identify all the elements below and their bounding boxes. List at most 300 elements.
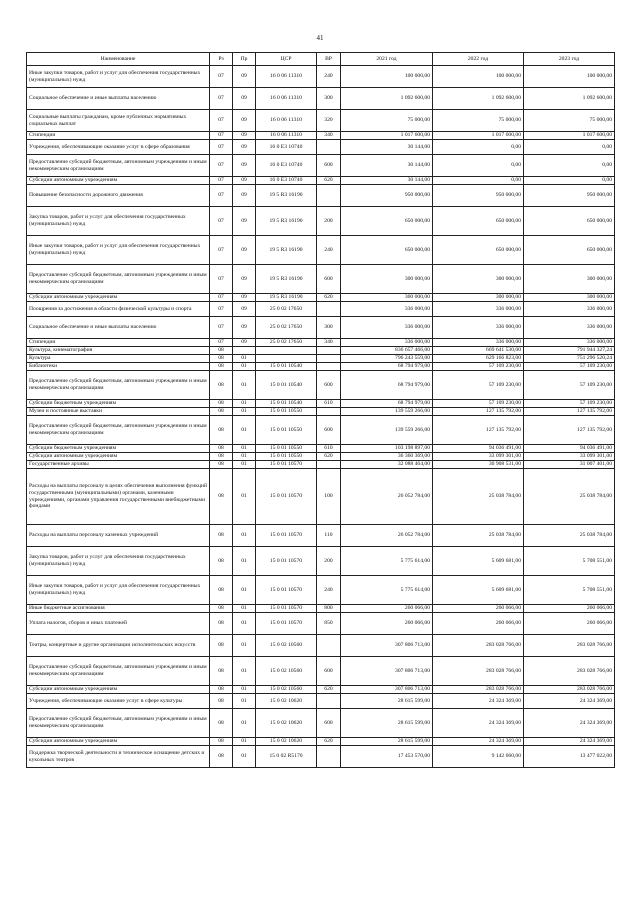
table-row [27, 236, 615, 265]
table-row [27, 547, 615, 576]
cell-2022: 57 109 230,00 [433, 371, 524, 400]
cell-name: Предоставление субсидий бюджетным, автономным учреждениям и иным некоммерческим организациям [27, 709, 210, 738]
cell-rz: 07 [210, 110, 233, 132]
cell-csr: 15 0 02 10620 [256, 738, 317, 746]
cell-name: Поощрения за достижения в области физической культуры и спорта [27, 302, 210, 317]
table-header-row [27, 53, 615, 66]
cell-2021: 103 198 897,00 [341, 445, 433, 453]
cell-2022: 100 000,00 [433, 66, 524, 88]
cell-vr [317, 140, 341, 155]
cell-vr: 600 [317, 265, 341, 294]
cell-2023: 260 066,00 [524, 613, 615, 635]
cell-2023: 300 000,00 [524, 294, 615, 302]
cell-2021: 950 000,00 [341, 185, 433, 207]
table-row [27, 66, 615, 88]
cell-2022: 127 135 792,00 [433, 408, 524, 416]
cell-pr: 01 [233, 709, 256, 738]
cell-pr: 01 [233, 408, 256, 416]
table-row [27, 140, 615, 155]
cell-rz: 08 [210, 657, 233, 686]
cell-pr: 09 [233, 302, 256, 317]
cell-name: Субсидии бюджетным учреждениям [27, 445, 210, 453]
cell-csr: 15 0 01 10570 [256, 613, 317, 635]
cell-2021: 26 052 784,00 [341, 525, 433, 547]
cell-2021: 650 000,00 [341, 236, 433, 265]
cell-vr: 100 [317, 469, 341, 525]
cell-2022: 33 099 301,00 [433, 453, 524, 461]
cell-rz: 08 [210, 355, 233, 363]
cell-pr: 09 [233, 317, 256, 339]
cell-2022: 0,00 [433, 155, 524, 177]
cell-vr [317, 363, 341, 371]
cell-name: Субсидии автономным учреждениям [27, 453, 210, 461]
cell-2022: 25 038 784,00 [433, 525, 524, 547]
cell-2023: 1 092 600,00 [524, 88, 615, 110]
cell-2022: 260 066,00 [433, 605, 524, 613]
cell-2022: 9 142 660,00 [433, 746, 524, 768]
cell-vr: 610 [317, 400, 341, 408]
cell-pr: 09 [233, 265, 256, 294]
cell-2021: 26 052 784,00 [341, 469, 433, 525]
cell-2021: 5 775 614,00 [341, 547, 433, 576]
cell-name: Библиотеки [27, 363, 210, 371]
cell-2021: 336 000,00 [341, 317, 433, 339]
cell-name: Театры, концертные и другие организации исполнительских искусств [27, 635, 210, 657]
cell-vr: 850 [317, 613, 341, 635]
cell-name: Иные закупки товаров, работ и услуг для обеспечения государственных (муниципальных) нужд [27, 66, 210, 88]
table-row [27, 185, 615, 207]
cell-vr: 340 [317, 339, 341, 347]
cell-2022: 283 028 766,00 [433, 657, 524, 686]
cell-2021: 28 615 599,00 [341, 709, 433, 738]
cell-name: Поддержка творческой деятельности и техническое оснащение детских и кукольных театров [27, 746, 210, 768]
cell-2023: 950 000,00 [524, 185, 615, 207]
cell-vr [317, 302, 341, 317]
cell-vr: 240 [317, 66, 341, 88]
cell-csr: 15 0 02 10620 [256, 709, 317, 738]
cell-2022: 650 000,00 [433, 236, 524, 265]
cell-2023: 33 099 301,00 [524, 453, 615, 461]
cell-name: Музеи и постоянные выставки [27, 408, 210, 416]
cell-vr: 620 [317, 686, 341, 694]
cell-2023: 0,00 [524, 177, 615, 185]
cell-2023: 127 135 792,00 [524, 416, 615, 445]
cell-pr: 09 [233, 294, 256, 302]
table-row [27, 635, 615, 657]
header-vr: ВР [317, 53, 341, 66]
cell-2023: 5 708 551,00 [524, 576, 615, 605]
cell-rz: 08 [210, 576, 233, 605]
cell-2023: 57 109 230,00 [524, 363, 615, 371]
cell-2023: 0,00 [524, 140, 615, 155]
cell-name: Субсидии автономным учреждениям [27, 686, 210, 694]
cell-2021: 336 000,00 [341, 339, 433, 347]
table-row [27, 738, 615, 746]
cell-2023: 13 477 022,00 [524, 746, 615, 768]
cell-vr: 240 [317, 576, 341, 605]
cell-csr: 15 0 02 R5170 [256, 746, 317, 768]
cell-pr: 01 [233, 525, 256, 547]
cell-2023: 24 324 369,00 [524, 694, 615, 709]
cell-pr: 01 [233, 605, 256, 613]
cell-2021: 100 000,00 [341, 66, 433, 88]
table-row [27, 746, 615, 768]
cell-pr: 09 [233, 66, 256, 88]
cell-csr: 15 0 01 10570 [256, 525, 317, 547]
cell-pr: 01 [233, 613, 256, 635]
cell-rz: 08 [210, 445, 233, 453]
cell-csr [256, 347, 317, 355]
cell-pr: 01 [233, 445, 256, 453]
cell-2023: 57 109 230,00 [524, 400, 615, 408]
cell-rz: 07 [210, 207, 233, 236]
table-row [27, 294, 615, 302]
cell-2022: 260 066,00 [433, 613, 524, 635]
cell-name: Закупка товаров, работ и услуг для обеспечения государственных (муниципальных) нужд [27, 547, 210, 576]
cell-pr: 09 [233, 185, 256, 207]
cell-rz: 07 [210, 265, 233, 294]
cell-2022: 57 109 230,00 [433, 363, 524, 371]
cell-name: Социальное обеспечение и иные выплаты населению [27, 317, 210, 339]
cell-2021: 1 017 600,00 [341, 132, 433, 140]
cell-name: Социальное обеспечение и иные выплаты населению [27, 88, 210, 110]
cell-vr [317, 408, 341, 416]
cell-rz: 08 [210, 547, 233, 576]
cell-name: Расходы на выплаты персоналу казенных учреждений [27, 525, 210, 547]
cell-2021: 30 144,00 [341, 155, 433, 177]
cell-pr: 01 [233, 363, 256, 371]
cell-csr: 16 0 E3 10740 [256, 140, 317, 155]
cell-vr [317, 746, 341, 768]
cell-2022: 629 166 823,00 [433, 355, 524, 363]
cell-2023: 57 109 230,00 [524, 371, 615, 400]
cell-csr: 19 5 R3 16190 [256, 236, 317, 265]
cell-2023: 94 036 491,00 [524, 445, 615, 453]
cell-2021: 75 000,00 [341, 110, 433, 132]
cell-pr: 01 [233, 576, 256, 605]
table-row [27, 686, 615, 694]
table-body [27, 66, 615, 768]
cell-csr: 16 0 06 11310 [256, 66, 317, 88]
cell-vr: 600 [317, 416, 341, 445]
cell-rz: 07 [210, 66, 233, 88]
cell-rz: 07 [210, 185, 233, 207]
cell-pr: 01 [233, 686, 256, 694]
page-number: 41 [316, 34, 324, 42]
cell-rz: 08 [210, 469, 233, 525]
cell-vr: 300 [317, 317, 341, 339]
table-row [27, 694, 615, 709]
table-row [27, 408, 615, 416]
cell-2023: 100 000,00 [524, 66, 615, 88]
cell-name: Культура, кинематография [27, 347, 210, 355]
cell-vr: 600 [317, 709, 341, 738]
cell-csr: 19 5 R3 16190 [256, 265, 317, 294]
cell-2022: 336 000,00 [433, 317, 524, 339]
cell-2023: 336 000,00 [524, 317, 615, 339]
cell-2022: 24 324 369,00 [433, 738, 524, 746]
cell-vr: 200 [317, 547, 341, 576]
cell-2021: 139 559 266,00 [341, 408, 433, 416]
cell-rz: 08 [210, 400, 233, 408]
cell-2022: 336 000,00 [433, 302, 524, 317]
cell-vr: 620 [317, 738, 341, 746]
budget-table-container [26, 52, 614, 768]
cell-2022: 24 324 369,00 [433, 694, 524, 709]
table-row [27, 525, 615, 547]
cell-2022: 30 908 531,00 [433, 461, 524, 469]
cell-2023: 283 028 766,00 [524, 635, 615, 657]
cell-2022: 5 609 681,00 [433, 576, 524, 605]
cell-vr: 300 [317, 88, 341, 110]
table-row [27, 347, 615, 355]
table-row [27, 469, 615, 525]
cell-name: Социальные выплаты гражданам, кроме публичных нормативных социальных выплат [27, 110, 210, 132]
cell-name: Стипендии [27, 339, 210, 347]
cell-2021: 336 000,00 [341, 302, 433, 317]
cell-2021: 28 615 599,00 [341, 694, 433, 709]
cell-vr: 340 [317, 132, 341, 140]
cell-rz: 08 [210, 461, 233, 469]
cell-2021: 307 806 713,00 [341, 657, 433, 686]
cell-2022: 25 038 784,00 [433, 469, 524, 525]
cell-2023: 25 038 784,00 [524, 525, 615, 547]
table-row [27, 371, 615, 400]
cell-2021: 30 144,00 [341, 177, 433, 185]
cell-2022: 5 609 681,00 [433, 547, 524, 576]
cell-csr: 15 0 02 10560 [256, 686, 317, 694]
cell-name: Предоставление субсидий бюджетным, автономным учреждениям и иным некоммерческим организациям [27, 371, 210, 400]
cell-2021: 650 000,00 [341, 207, 433, 236]
cell-csr: 15 0 01 10550 [256, 445, 317, 453]
cell-name: Учреждения, обеспечивающие оказание услуг в сфере культуры [27, 694, 210, 709]
table-row [27, 657, 615, 686]
cell-2023: 31 007 401,00 [524, 461, 615, 469]
cell-vr: 110 [317, 525, 341, 547]
table-row [27, 363, 615, 371]
cell-csr: 15 0 01 10550 [256, 416, 317, 445]
cell-2023: 0,00 [524, 155, 615, 177]
cell-vr: 620 [317, 177, 341, 185]
table-row [27, 177, 615, 185]
cell-csr: 15 0 01 10540 [256, 371, 317, 400]
cell-pr: 09 [233, 339, 256, 347]
cell-pr: 01 [233, 469, 256, 525]
cell-csr: 16 0 E3 10740 [256, 177, 317, 185]
cell-2021: 36 360 369,00 [341, 453, 433, 461]
cell-pr: 09 [233, 177, 256, 185]
cell-2023: 336 000,00 [524, 339, 615, 347]
cell-csr: 19 5 R3 16190 [256, 207, 317, 236]
cell-pr: 01 [233, 746, 256, 768]
table-row [27, 605, 615, 613]
cell-pr: 09 [233, 155, 256, 177]
header-2023: 2023 год [524, 53, 615, 66]
cell-2022: 57 109 230,00 [433, 400, 524, 408]
cell-vr: 240 [317, 236, 341, 265]
budget-table [26, 52, 615, 768]
table-row [27, 709, 615, 738]
cell-pr: 01 [233, 657, 256, 686]
cell-csr: 15 0 02 10560 [256, 657, 317, 686]
cell-2023: 650 000,00 [524, 207, 615, 236]
cell-name: Государственные архивы [27, 461, 210, 469]
cell-vr: 600 [317, 371, 341, 400]
header-pr: Пр [233, 53, 256, 66]
cell-name: Иные закупки товаров, работ и услуг для обеспечения государственных (муниципальных) нужд [27, 236, 210, 265]
cell-2023: 1 017 600,00 [524, 132, 615, 140]
cell-rz: 07 [210, 155, 233, 177]
table-row [27, 207, 615, 236]
cell-name: Субсидии автономным учреждениям [27, 177, 210, 185]
cell-name: Иные закупки товаров, работ и услуг для обеспечения государственных (муниципальных) нужд [27, 576, 210, 605]
cell-vr [317, 347, 341, 355]
cell-vr: 600 [317, 657, 341, 686]
cell-csr: 25 0 02 17650 [256, 302, 317, 317]
cell-rz: 07 [210, 317, 233, 339]
cell-pr [233, 347, 256, 355]
cell-name: Субсидии бюджетным учреждениям [27, 400, 210, 408]
cell-vr: 320 [317, 110, 341, 132]
cell-2022: 0,00 [433, 177, 524, 185]
cell-2023: 24 324 369,00 [524, 738, 615, 746]
table-row [27, 88, 615, 110]
cell-2022: 127 135 792,00 [433, 416, 524, 445]
cell-2021: 1 092 600,00 [341, 88, 433, 110]
cell-pr: 09 [233, 110, 256, 132]
cell-2023: 260 066,00 [524, 605, 615, 613]
cell-vr [317, 185, 341, 207]
cell-csr: 25 0 02 17650 [256, 339, 317, 347]
cell-vr: 200 [317, 207, 341, 236]
cell-rz: 08 [210, 694, 233, 709]
cell-2022: 1 092 600,00 [433, 88, 524, 110]
cell-pr: 01 [233, 547, 256, 576]
cell-2021: 68 794 979,00 [341, 363, 433, 371]
cell-2023: 650 000,00 [524, 236, 615, 265]
cell-name: Предоставление субсидий бюджетным, автономным учреждениям и иным некоммерческим организациям [27, 416, 210, 445]
cell-csr: 19 5 R3 16190 [256, 185, 317, 207]
cell-2021: 139 559 266,00 [341, 416, 433, 445]
cell-pr: 01 [233, 371, 256, 400]
cell-pr: 01 [233, 461, 256, 469]
table-row [27, 613, 615, 635]
cell-2021: 836 657 466,00 [341, 347, 433, 355]
cell-pr: 01 [233, 694, 256, 709]
cell-name: Закупка товаров, работ и услуг для обеспечения государственных (муниципальных) нужд [27, 207, 210, 236]
cell-vr: 800 [317, 605, 341, 613]
cell-vr: 610 [317, 445, 341, 453]
cell-csr: 16 0 06 11310 [256, 88, 317, 110]
cell-2023: 283 028 766,00 [524, 686, 615, 694]
cell-pr: 09 [233, 132, 256, 140]
cell-name: Субсидии автономным учреждениям [27, 294, 210, 302]
table-row [27, 453, 615, 461]
cell-2021: 5 775 614,00 [341, 576, 433, 605]
cell-2023: 5 708 551,00 [524, 547, 615, 576]
table-row [27, 155, 615, 177]
table-row [27, 445, 615, 453]
table-row [27, 576, 615, 605]
cell-2021: 300 000,00 [341, 294, 433, 302]
cell-rz: 08 [210, 408, 233, 416]
cell-name: Предоставление субсидий бюджетным, автономным учреждениям и иным некоммерческим организациям [27, 657, 210, 686]
cell-pr: 09 [233, 140, 256, 155]
table-row [27, 416, 615, 445]
cell-2021: 68 794 979,00 [341, 400, 433, 408]
cell-rz: 07 [210, 302, 233, 317]
cell-csr: 15 0 01 10570 [256, 547, 317, 576]
cell-name: Предоставление субсидий бюджетным, автономным учреждениям и иным некоммерческим организациям [27, 265, 210, 294]
cell-rz: 08 [210, 453, 233, 461]
cell-vr: 620 [317, 453, 341, 461]
cell-csr: 15 0 01 10570 [256, 605, 317, 613]
cell-2023: 751 296 520,24 [524, 355, 615, 363]
cell-vr: 620 [317, 294, 341, 302]
cell-rz: 08 [210, 347, 233, 355]
cell-csr: 15 0 01 10550 [256, 453, 317, 461]
header-2022: 2022 год [433, 53, 524, 66]
cell-2021: 796 243 559,00 [341, 355, 433, 363]
cell-2021: 68 794 979,00 [341, 371, 433, 400]
cell-2023: 791 944 327,24 [524, 347, 615, 355]
cell-rz: 07 [210, 177, 233, 185]
cell-vr [317, 694, 341, 709]
cell-2022: 75 000,00 [433, 110, 524, 132]
cell-pr: 09 [233, 88, 256, 110]
cell-vr [317, 635, 341, 657]
cell-vr: 600 [317, 155, 341, 177]
table-row [27, 339, 615, 347]
cell-2022: 669 641 530,00 [433, 347, 524, 355]
cell-pr: 01 [233, 355, 256, 363]
cell-csr: 16 0 06 11310 [256, 110, 317, 132]
cell-csr: 25 0 02 17650 [256, 317, 317, 339]
table-row [27, 265, 615, 294]
cell-pr: 01 [233, 400, 256, 408]
cell-2023: 300 000,00 [524, 265, 615, 294]
cell-rz: 08 [210, 686, 233, 694]
cell-pr: 01 [233, 738, 256, 746]
table-row [27, 302, 615, 317]
cell-2022: 0,00 [433, 140, 524, 155]
table-row [27, 355, 615, 363]
cell-name: Учреждения, обеспечивающие оказание услуг в сфере образования [27, 140, 210, 155]
table-row [27, 132, 615, 140]
cell-name: Повышение безопасности дорожного движения [27, 185, 210, 207]
cell-name: Иные бюджетные ассигнования [27, 605, 210, 613]
cell-rz: 07 [210, 132, 233, 140]
header-csr: ЦСР [256, 53, 317, 66]
cell-rz: 08 [210, 709, 233, 738]
cell-2023: 25 038 784,00 [524, 469, 615, 525]
cell-2022: 650 000,00 [433, 207, 524, 236]
cell-2022: 94 036 491,00 [433, 445, 524, 453]
cell-rz: 07 [210, 88, 233, 110]
cell-2021: 260 066,00 [341, 605, 433, 613]
cell-2021: 17 453 570,00 [341, 746, 433, 768]
cell-2021: 28 615 599,00 [341, 738, 433, 746]
cell-2022: 283 028 766,00 [433, 635, 524, 657]
cell-name: Культура [27, 355, 210, 363]
cell-rz: 08 [210, 371, 233, 400]
cell-2023: 336 000,00 [524, 302, 615, 317]
cell-2021: 260 066,00 [341, 613, 433, 635]
table-row [27, 317, 615, 339]
cell-csr: 15 0 01 10570 [256, 576, 317, 605]
cell-pr: 01 [233, 635, 256, 657]
cell-2021: 300 000,00 [341, 265, 433, 294]
